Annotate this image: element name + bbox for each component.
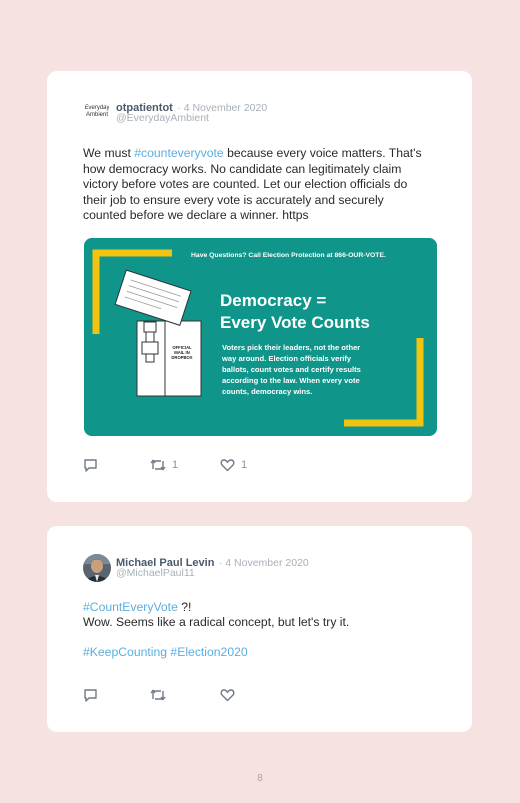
tweet-card xyxy=(47,526,472,732)
avatar[interactable] xyxy=(83,554,111,582)
graphic-body-line: according to the law. When every vote xyxy=(222,376,360,385)
graphic-headline-2: Every Vote Counts xyxy=(220,313,370,332)
tweet-hashtags xyxy=(83,645,428,661)
text-segment: because every voice matters. That's how democracy works. No candidate can legitimately claim victory before votes are counted. Let our election officials do their job to ensure every vote is accurately and securely counted before we declare a winner. https xyxy=(83,146,422,223)
hashtag-link[interactable]: #counteveryvote xyxy=(134,146,224,160)
hashtag-link[interactable]: #CountEveryVote xyxy=(83,600,178,614)
election-graphic xyxy=(84,238,437,436)
like-count: 1 xyxy=(241,459,248,471)
graphic-body-line: Voters pick their leaders, not the other xyxy=(222,343,361,352)
like-icon xyxy=(220,688,235,702)
graphic-body-line: way around. Election officials verify xyxy=(222,354,352,363)
retweet-button[interactable] xyxy=(150,687,166,703)
hashtag-link[interactable]: #Election2020 xyxy=(170,645,248,659)
tweet-header xyxy=(83,554,443,584)
reply-button[interactable] xyxy=(83,457,98,473)
graphic-top-line: Have Questions? Call Election Protection at 866-OUR-VOTE. xyxy=(191,252,386,259)
reply-button[interactable] xyxy=(83,687,98,703)
retweet-button[interactable] xyxy=(150,457,178,473)
reply-icon xyxy=(83,688,98,702)
tweet-text-line1 xyxy=(83,600,428,616)
tweet-text-line2: Wow. Seems like a radical concept, but let's try it. xyxy=(83,615,350,629)
retweet-icon xyxy=(150,688,166,702)
tweet-actions xyxy=(83,687,383,703)
graphic-headline-1: Democracy = xyxy=(220,291,327,310)
graphic-body-line: ballots, count votes and certify results xyxy=(222,365,361,374)
author-name[interactable]: Michael Paul Levin xyxy=(116,557,215,569)
post-date: · 4 November 2020 xyxy=(218,557,309,569)
tweet-header xyxy=(83,99,443,129)
reply-icon xyxy=(83,458,98,472)
ballot-box-illustration xyxy=(137,321,201,396)
author-name[interactable]: otpatientot xyxy=(116,102,173,114)
post-date: · 4 November 2020 xyxy=(177,102,268,114)
hashtag-link[interactable]: #KeepCounting xyxy=(83,645,168,659)
graphic-body-line: counts, democracy wins. xyxy=(222,387,313,396)
avatar[interactable] xyxy=(83,99,111,127)
avatar-logo-text: Everyday Ambient xyxy=(84,105,110,118)
retweet-count: 1 xyxy=(172,459,179,471)
like-icon xyxy=(220,458,235,472)
dropbox-label-1: OFFICIAL xyxy=(172,345,192,350)
dropbox-label-3: DROPBOX xyxy=(171,355,193,360)
tweet-text xyxy=(83,146,428,224)
tweet-card xyxy=(47,71,472,502)
author-handle[interactable]: @MichaelPaul11 xyxy=(116,567,195,579)
retweet-icon xyxy=(150,458,166,472)
dropbox-label-2: MAIL IN xyxy=(174,350,190,355)
avatar-photo xyxy=(83,554,111,582)
text-segment: ?! xyxy=(177,600,192,614)
tweet-actions xyxy=(83,457,383,473)
like-button[interactable] xyxy=(220,687,235,703)
tweet-image[interactable] xyxy=(84,238,437,436)
page-number: 8 xyxy=(257,773,263,784)
text-segment: We must xyxy=(83,146,135,160)
author-handle[interactable]: @EverydayAmbient xyxy=(116,112,209,124)
like-button[interactable] xyxy=(220,457,247,473)
